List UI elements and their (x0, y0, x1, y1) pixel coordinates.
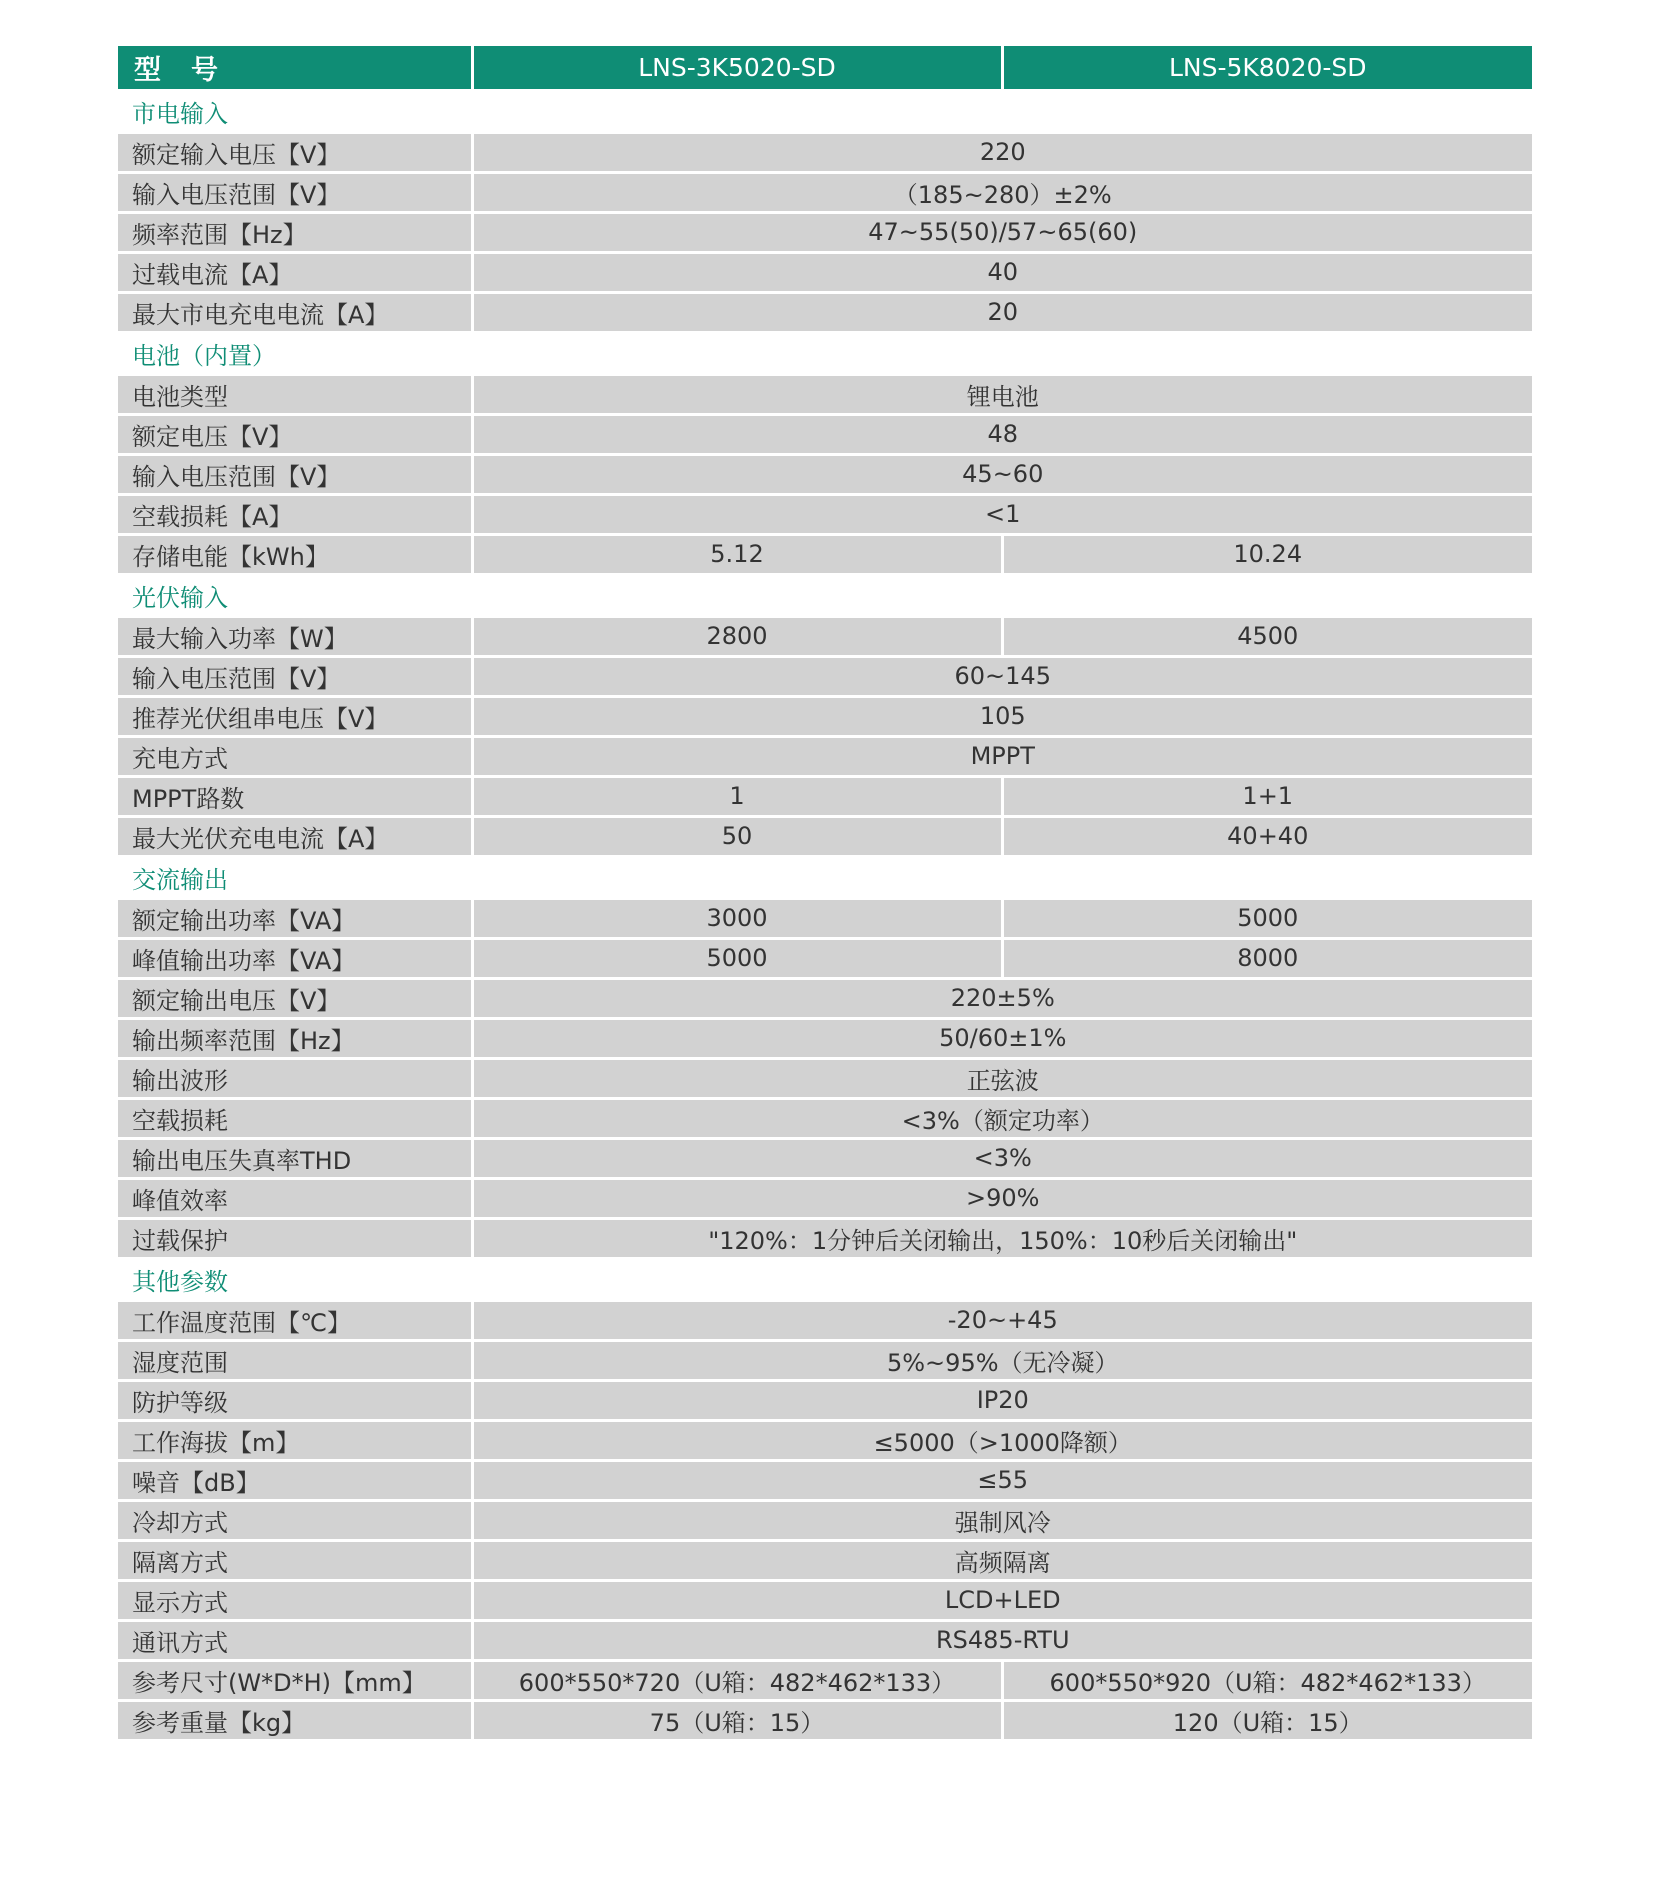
table-row (118, 938, 1532, 978)
table-row (118, 1058, 1532, 1098)
spec-value: 40+40 (1002, 816, 1532, 856)
section-row (118, 90, 1532, 132)
table-row (118, 1620, 1532, 1660)
spec-label: 峰值输出功率【VA】 (118, 938, 472, 978)
spec-label: 通讯方式 (118, 1620, 472, 1660)
spec-value: 5000 (472, 938, 1002, 978)
table-row (118, 1540, 1532, 1580)
spec-value: 50/60±1% (472, 1018, 1532, 1058)
spec-value: 4500 (1002, 616, 1532, 656)
table-row (118, 1340, 1532, 1380)
table-row (118, 1660, 1532, 1700)
spec-value: LCD+LED (472, 1580, 1532, 1620)
spec-label: 输出电压失真率THD (118, 1138, 472, 1178)
spec-value: 1 (472, 776, 1002, 816)
spec-value: （185~280）±2% (472, 172, 1532, 212)
spec-value: 105 (472, 696, 1532, 736)
spec-label: 额定输出电压【V】 (118, 978, 472, 1018)
table-row (118, 616, 1532, 656)
section-title: 市电输入 (118, 90, 1532, 132)
table-row (118, 1300, 1532, 1340)
spec-table-body (118, 90, 1532, 1740)
table-row (118, 696, 1532, 736)
spec-value: 48 (472, 414, 1532, 454)
table-row (118, 252, 1532, 292)
spec-value: IP20 (472, 1380, 1532, 1420)
spec-value: "120%：1分钟后关闭输出，150%：10秒后关闭输出" (472, 1218, 1532, 1258)
spec-label: 参考重量【kg】 (118, 1700, 472, 1740)
spec-label: 输入电压范围【V】 (118, 656, 472, 696)
spec-value: ≤55 (472, 1460, 1532, 1500)
section-title: 电池（内置） (118, 332, 1532, 374)
spec-value: 120（U箱：15） (1002, 1700, 1532, 1740)
spec-value: 1+1 (1002, 776, 1532, 816)
spec-value: 2800 (472, 616, 1002, 656)
spec-label: 输入电压范围【V】 (118, 454, 472, 494)
table-row (118, 1178, 1532, 1218)
spec-value: 60~145 (472, 656, 1532, 696)
spec-value: 5000 (1002, 898, 1532, 938)
table-row (118, 978, 1532, 1018)
spec-value: 20 (472, 292, 1532, 332)
header-row (118, 46, 1532, 90)
spec-value: ≤5000（>1000降额） (472, 1420, 1532, 1460)
table-row (118, 1460, 1532, 1500)
section-row (118, 856, 1532, 898)
spec-label: 充电方式 (118, 736, 472, 776)
table-row (118, 1138, 1532, 1178)
spec-label: MPPT路数 (118, 776, 472, 816)
spec-value: 75（U箱：15） (472, 1700, 1002, 1740)
table-row (118, 816, 1532, 856)
spec-table (118, 46, 1532, 1742)
spec-table-header (118, 46, 1532, 90)
model-label-header: 型号 (118, 46, 472, 90)
spec-label: 存储电能【kWh】 (118, 534, 472, 574)
spec-label: 冷却方式 (118, 1500, 472, 1540)
table-row (118, 1380, 1532, 1420)
spec-value: 47~55(50)/57~65(60) (472, 212, 1532, 252)
spec-label: 电池类型 (118, 374, 472, 414)
spec-value: -20~+45 (472, 1300, 1532, 1340)
spec-label: 空载损耗【A】 (118, 494, 472, 534)
model-name-header: LNS-3K5020-SD (472, 46, 1002, 90)
table-row (118, 172, 1532, 212)
spec-label: 湿度范围 (118, 1340, 472, 1380)
spec-value: 5.12 (472, 534, 1002, 574)
section-row (118, 332, 1532, 374)
spec-value: 正弦波 (472, 1058, 1532, 1098)
spec-label: 噪音【dB】 (118, 1460, 472, 1500)
section-title: 其他参数 (118, 1258, 1532, 1300)
spec-label: 频率范围【Hz】 (118, 212, 472, 252)
section-title: 交流输出 (118, 856, 1532, 898)
spec-value: 600*550*920（U箱：482*462*133） (1002, 1660, 1532, 1700)
spec-label: 输出频率范围【Hz】 (118, 1018, 472, 1058)
spec-label: 额定输入电压【V】 (118, 132, 472, 172)
spec-label: 过载保护 (118, 1218, 472, 1258)
spec-value: 600*550*720（U箱：482*462*133） (472, 1660, 1002, 1700)
table-row (118, 1218, 1532, 1258)
table-row (118, 1420, 1532, 1460)
model-name-header: LNS-5K8020-SD (1002, 46, 1532, 90)
spec-label: 峰值效率 (118, 1178, 472, 1218)
section-title: 光伏输入 (118, 574, 1532, 616)
spec-value: <1 (472, 494, 1532, 534)
spec-value: 5%~95%（无冷凝） (472, 1340, 1532, 1380)
spec-label: 最大市电充电电流【A】 (118, 292, 472, 332)
spec-label: 防护等级 (118, 1380, 472, 1420)
spec-value: <3% (472, 1138, 1532, 1178)
spec-label: 参考尺寸(W*D*H)【mm】 (118, 1660, 472, 1700)
spec-label: 过载电流【A】 (118, 252, 472, 292)
spec-label: 推荐光伏组串电压【V】 (118, 696, 472, 736)
spec-label: 最大光伏充电电流【A】 (118, 816, 472, 856)
table-row (118, 374, 1532, 414)
table-row (118, 414, 1532, 454)
table-row (118, 736, 1532, 776)
table-row (118, 1098, 1532, 1138)
spec-value: 8000 (1002, 938, 1532, 978)
table-row (118, 292, 1532, 332)
table-row (118, 494, 1532, 534)
table-row (118, 898, 1532, 938)
table-row (118, 534, 1532, 574)
spec-value: RS485-RTU (472, 1620, 1532, 1660)
spec-value: 10.24 (1002, 534, 1532, 574)
spec-label: 输出波形 (118, 1058, 472, 1098)
spec-value: 3000 (472, 898, 1002, 938)
spec-value: 强制风冷 (472, 1500, 1532, 1540)
table-row (118, 1018, 1532, 1058)
table-row (118, 776, 1532, 816)
table-row (118, 1580, 1532, 1620)
spec-value: 高频隔离 (472, 1540, 1532, 1580)
spec-value: 45~60 (472, 454, 1532, 494)
table-row (118, 656, 1532, 696)
section-row (118, 574, 1532, 616)
spec-value: <3%（额定功率） (472, 1098, 1532, 1138)
table-row (118, 454, 1532, 494)
table-row (118, 212, 1532, 252)
spec-value: 40 (472, 252, 1532, 292)
spec-label: 输入电压范围【V】 (118, 172, 472, 212)
spec-value: 220 (472, 132, 1532, 172)
spec-value: 220±5% (472, 978, 1532, 1018)
spec-label: 显示方式 (118, 1580, 472, 1620)
spec-label: 最大输入功率【W】 (118, 616, 472, 656)
spec-label: 额定输出功率【VA】 (118, 898, 472, 938)
table-row (118, 1500, 1532, 1540)
spec-value: >90% (472, 1178, 1532, 1218)
spec-value: 50 (472, 816, 1002, 856)
spec-label: 空载损耗 (118, 1098, 472, 1138)
table-row (118, 1700, 1532, 1740)
spec-label: 工作海拔【m】 (118, 1420, 472, 1460)
spec-label: 隔离方式 (118, 1540, 472, 1580)
spec-label: 额定电压【V】 (118, 414, 472, 454)
table-row (118, 132, 1532, 172)
spec-label: 工作温度范围【℃】 (118, 1300, 472, 1340)
spec-value: 锂电池 (472, 374, 1532, 414)
spec-value: MPPT (472, 736, 1532, 776)
section-row (118, 1258, 1532, 1300)
